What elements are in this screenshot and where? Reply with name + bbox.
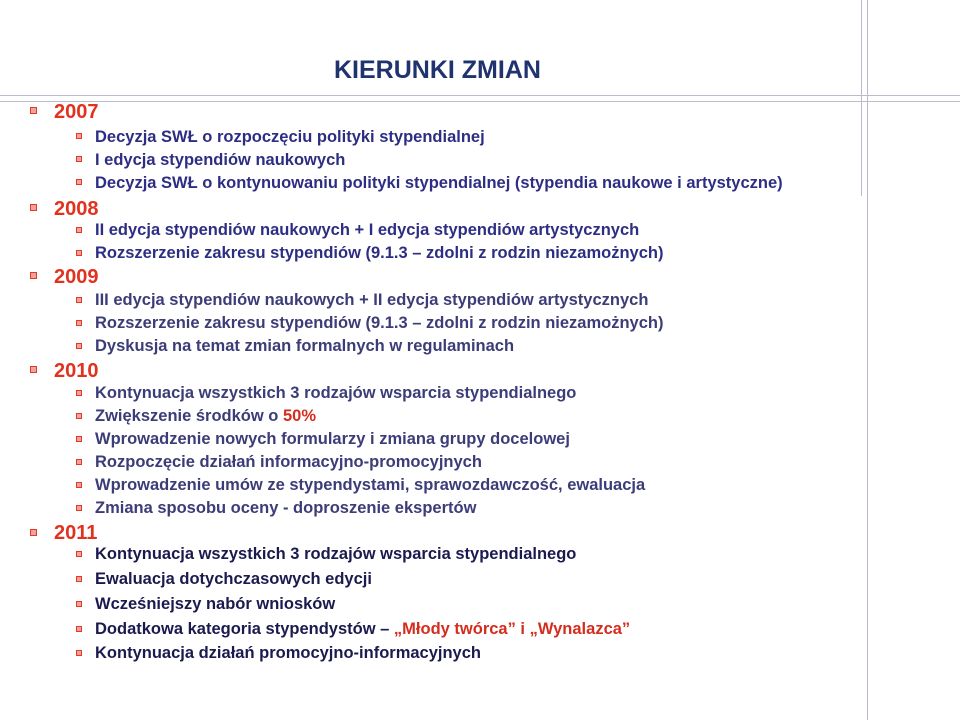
list-item: Ewaluacja dotychczasowych edycji — [95, 570, 372, 588]
item-bullet-icon — [76, 601, 82, 607]
list-item: Rozszerzenie zakresu stypendiów (9.1.3 – zdolni z rodzin niezamożnych) — [95, 244, 664, 262]
item-bullet-icon — [76, 459, 82, 465]
list-item: Rozpoczęcie działań informacyjno-promocyjnych — [95, 453, 482, 471]
list-item: Zmiana sposobu oceny - doproszenie ekspertów — [95, 499, 477, 517]
item-bullet-icon — [76, 436, 82, 442]
item-bullet-icon — [76, 390, 82, 396]
list-item: Kontynuacja działań promocyjno-informacyjnych — [95, 644, 481, 662]
item-bullet-icon — [76, 576, 82, 582]
item-bullet-icon — [76, 413, 82, 419]
list-item: Wprowadzenie nowych formularzy i zmiana grupy docelowej — [95, 430, 570, 448]
item-bullet-icon — [76, 343, 82, 349]
highlight-percentage: 50% — [282, 407, 317, 425]
list-item: II edycja stypendiów naukowych + I edycja stypendiów artystycznych — [95, 221, 640, 239]
list-item: Kontynuacja wszystkich 3 rodzajów wsparcia stypendialnego — [95, 545, 577, 563]
year-bullet-icon — [30, 529, 37, 536]
year-2011: 2011 — [54, 522, 98, 544]
list-item: Dyskusja na temat zmian formalnych w regulaminach — [95, 337, 515, 355]
year-2008: 2008 — [54, 198, 99, 220]
item-bullet-icon — [76, 505, 82, 511]
item-bullet-icon — [76, 297, 82, 303]
year-bullet-icon — [30, 204, 37, 211]
list-item: Rozszerzenie zakresu stypendiów (9.1.3 – zdolni z rodzin niezamożnych) — [95, 314, 664, 332]
item-bullet-icon — [76, 250, 82, 256]
item-bullet-icon — [76, 650, 82, 656]
item-bullet-icon — [76, 156, 82, 162]
list-item: Wprowadzenie umów ze stypendystami, sprawozdawczość, ewaluacja — [95, 476, 646, 494]
list-item: Decyzja SWŁ o kontynuowaniu polityki stypendialnej (stypendia naukowe i artystyczne) — [95, 174, 783, 192]
list-item: Kontynuacja wszystkich 3 rodzajów wsparcia stypendialnego — [95, 384, 577, 402]
item-bullet-icon — [76, 133, 82, 139]
item-bullet-icon — [76, 227, 82, 233]
list-item-text: Zwiększenie środków o — [95, 407, 283, 425]
item-bullet-icon — [76, 551, 82, 557]
year-bullet-icon — [30, 366, 37, 373]
year-2007: 2007 — [54, 101, 99, 123]
list-item: I edycja stypendiów naukowych — [95, 151, 346, 169]
year-bullet-icon — [30, 272, 37, 279]
item-bullet-icon — [76, 179, 82, 185]
item-bullet-icon — [76, 626, 82, 632]
year-2009: 2009 — [54, 266, 99, 288]
list-item: Wcześniejszy nabór wniosków — [95, 595, 336, 613]
list-item: Decyzja SWŁ o rozpoczęciu polityki stypendialnej — [95, 128, 485, 146]
list-item — [95, 407, 316, 426]
highlight-categories: „Młody twórca” i „Wynalazca” — [393, 620, 631, 638]
list-item-text: Dodatkowa kategoria stypendystów – — [95, 620, 394, 638]
slide-title: KIERUNKI ZMIAN — [334, 56, 541, 84]
item-bullet-icon — [76, 320, 82, 326]
item-bullet-icon — [76, 482, 82, 488]
year-bullet-icon — [30, 107, 37, 114]
list-item: III edycja stypendiów naukowych + II edycja stypendiów artystycznych — [95, 291, 649, 309]
list-item — [95, 620, 630, 639]
year-2010: 2010 — [54, 360, 99, 382]
